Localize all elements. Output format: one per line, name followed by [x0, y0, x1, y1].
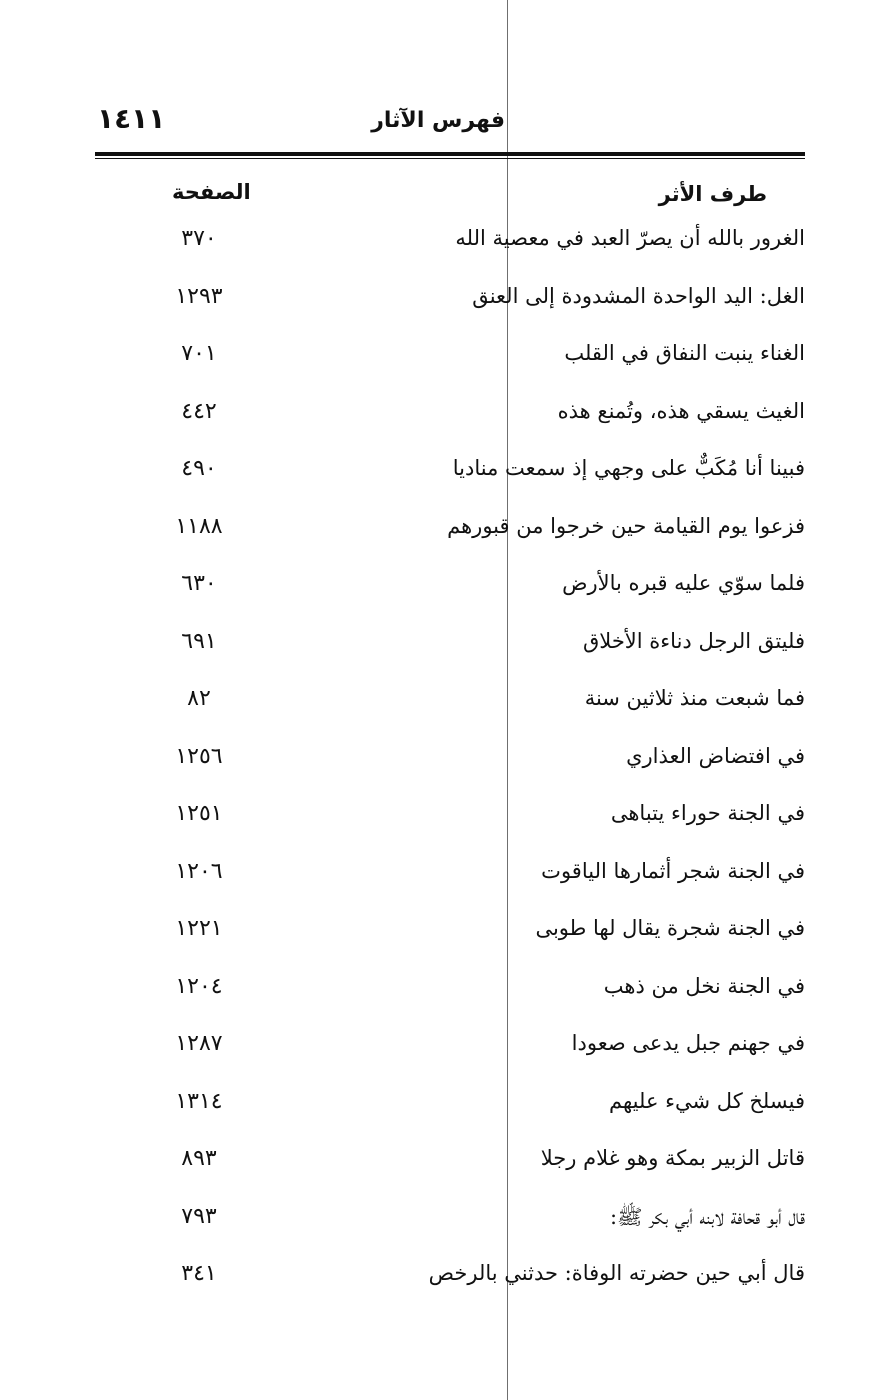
- athar-text: الغناء ينبت النفاق في القلب: [564, 341, 805, 365]
- index-row: [95, 222, 805, 280]
- page-reference: ١٢٠٤: [175, 973, 223, 999]
- athar-text: الغل: اليد الواحدة المشدودة إلى العنق: [472, 283, 805, 308]
- index-row: [95, 1085, 805, 1143]
- index-row: [95, 280, 805, 338]
- index-row: [95, 337, 805, 395]
- athar-text: في الجنة حوراء يتباهى: [610, 801, 805, 825]
- index-entries: [95, 222, 805, 1315]
- index-row: [95, 1200, 805, 1258]
- athar-text: في الجنة شجر أثمارها الياقوت: [541, 858, 805, 883]
- page-reference: ١٢٥١: [175, 801, 223, 826]
- index-row: [95, 855, 805, 913]
- page-reference: ٧٩٣: [181, 1203, 217, 1229]
- index-row: [95, 625, 805, 683]
- athar-text: في افتضاض العذاري: [626, 743, 805, 768]
- page-reference: ٦٣٠: [181, 571, 217, 596]
- index-row: [95, 797, 805, 855]
- page-reference: ١٢٩٣: [175, 283, 223, 309]
- index-row: [95, 912, 805, 970]
- page-reference: ١٢٠٦: [175, 858, 223, 884]
- index-row: [95, 452, 805, 510]
- athar-text: فيسلخ كل شيء عليهم: [609, 1088, 805, 1113]
- page-reference: ١٣١٤: [175, 1088, 223, 1114]
- header-rule-thick: [95, 152, 805, 156]
- index-row: [95, 1257, 805, 1315]
- column-heading-page: الصفحة: [172, 180, 251, 204]
- index-row: [95, 740, 805, 798]
- athar-text: فليتق الرجل دناءة الأخلاق: [583, 628, 805, 653]
- athar-text: فبينا أنا مُكَبٌّ على وجهي إذ سمعت مناديا: [452, 456, 805, 480]
- athar-text: الغرور بالله أن يصرّ العبد في معصية الله: [455, 226, 805, 250]
- athar-text: في الجنة نخل من ذهب: [603, 973, 805, 998]
- athar-text: الغيث يسقي هذه، وتُمنع هذه: [557, 398, 805, 423]
- page-reference: ١١٨٨: [175, 513, 223, 539]
- running-title: فهرس الآثار: [371, 108, 505, 133]
- athar-text: قاتل الزبير بمكة وهو غلام رجلا: [540, 1146, 805, 1170]
- athar-text: قال أبي حين حضرته الوفاة: حدثني بالرخص: [428, 1261, 805, 1285]
- page-reference: ١٢٢١: [175, 916, 223, 941]
- index-row: [95, 682, 805, 740]
- page-reference: ٦٩١: [181, 628, 217, 654]
- athar-text: فزعوا يوم القيامة حين خرجوا من قبورهم: [447, 513, 805, 538]
- page-reference: ٧٠١: [181, 341, 217, 366]
- athar-text: قال أبو قحافة لابنه أبي بكر ﷺ:: [610, 1204, 805, 1229]
- page-reference: ٨٩٣: [181, 1146, 217, 1171]
- page-reference: ٤٩٠: [181, 456, 217, 481]
- page-reference: ٤٤٢: [181, 398, 217, 424]
- page-reference: ١٢٨٧: [175, 1031, 223, 1056]
- page-number: ١٤١١: [97, 102, 166, 135]
- index-row: [95, 1142, 805, 1200]
- page-reference: ٨٢: [187, 686, 211, 711]
- index-row: [95, 970, 805, 1028]
- page-reference: ٣٧٠: [181, 226, 217, 251]
- index-row: [95, 567, 805, 625]
- page-reference: ٣٤١: [181, 1261, 217, 1286]
- athar-text: فما شبعت منذ ثلاثين سنة: [584, 686, 805, 710]
- index-row: [95, 395, 805, 453]
- athar-text: في الجنة شجرة يقال لها طوبى: [535, 916, 805, 940]
- header-rule-thin: [95, 158, 805, 159]
- athar-text: فلما سوّي عليه قبره بالأرض: [562, 571, 805, 595]
- page-reference: ١٢٥٦: [175, 743, 223, 769]
- athar-text: في جهنم جبل يدعى صعودا: [571, 1031, 805, 1055]
- index-row: [95, 510, 805, 568]
- page-header: [95, 100, 805, 148]
- column-heading-athar: طرف الأثر: [658, 182, 767, 206]
- index-row: [95, 1027, 805, 1085]
